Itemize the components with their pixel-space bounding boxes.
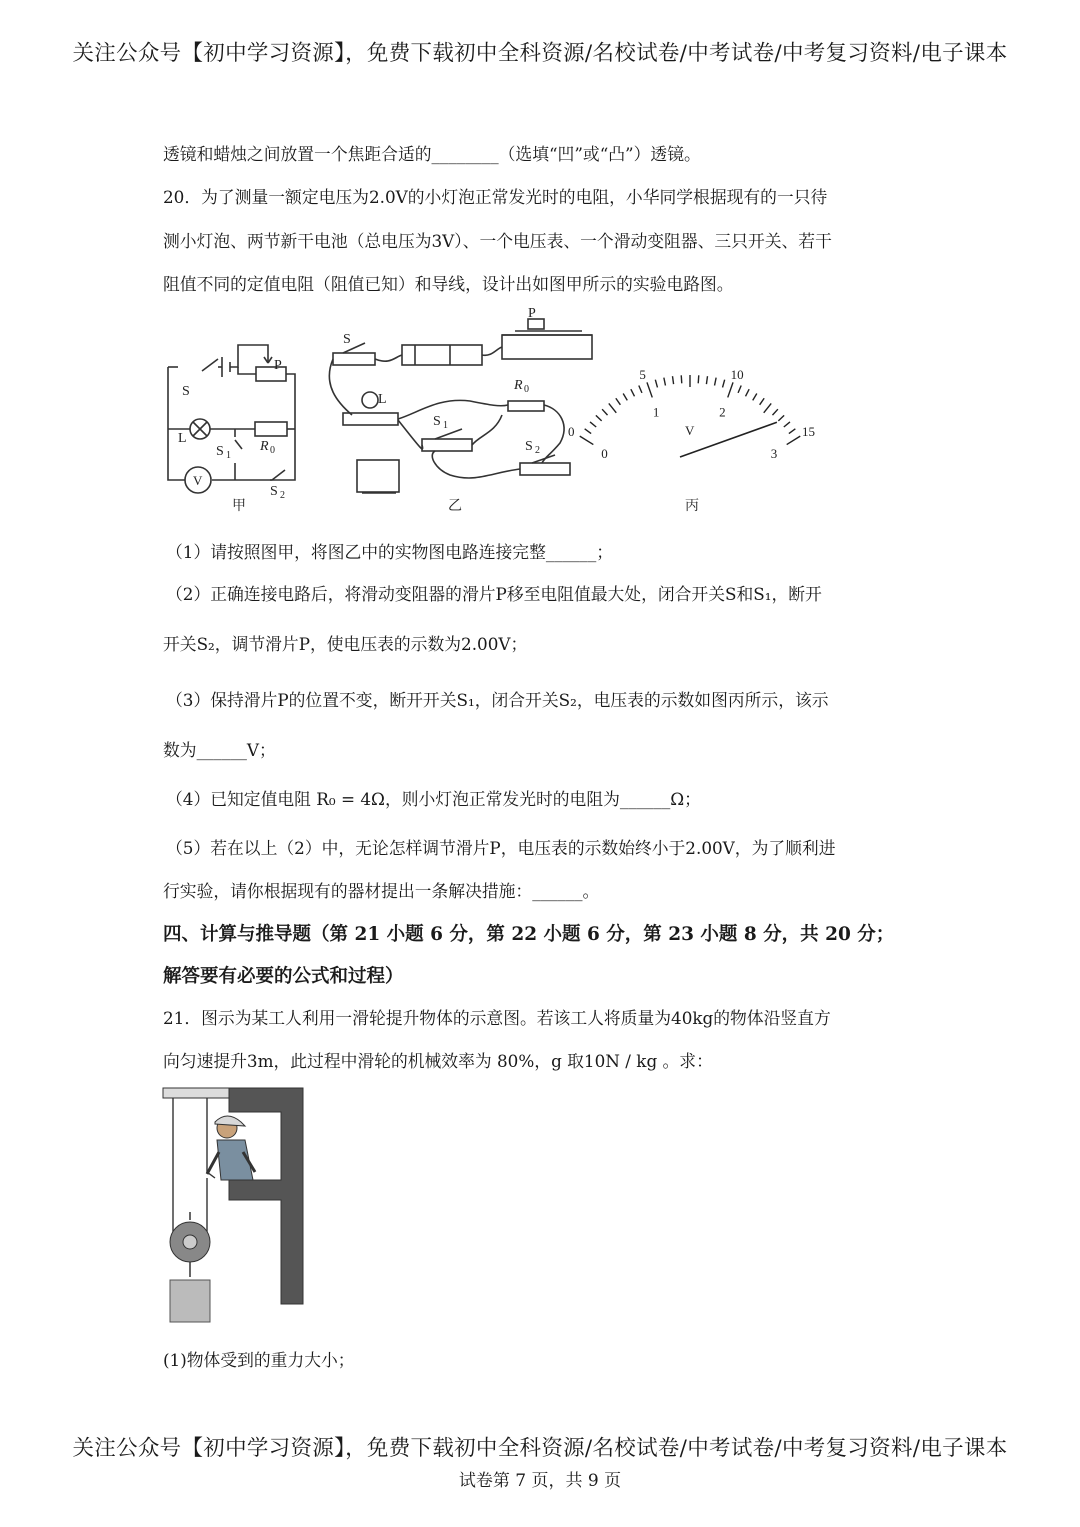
- meter-tick: [681, 375, 682, 383]
- label-yi-l: L: [378, 392, 387, 407]
- label-r0: R: [260, 439, 269, 454]
- meter-tick: [760, 398, 765, 405]
- question-20-line: 20．为了测量一额定电压为2.0V的小灯泡正常发光时的电阻，小华同学根据现有的一只待: [163, 187, 828, 207]
- meter-label-top: 10: [730, 366, 744, 382]
- label-s2: S: [270, 484, 278, 499]
- circuit-figure: [150, 305, 830, 520]
- text-line: 测小灯泡、两节新干电池（总电压为3V）、一个电压表、一个滑动变阻器、三只开关、若干: [163, 231, 832, 251]
- weight-block: [170, 1280, 210, 1322]
- meter-tick: [590, 422, 596, 427]
- meter-tick: [602, 409, 607, 415]
- meter-tick: [673, 376, 674, 384]
- bottom-banner: 关注公众号【初中学习资源】，免费下载初中全科资源/名校试卷/中考试卷/中考复习资料/电子课本: [72, 1436, 1008, 1461]
- label-s1: S: [216, 444, 224, 459]
- meter-tick: [698, 375, 699, 383]
- meter-tick: [728, 382, 733, 397]
- text-line: 向匀速提升3m，此过程中滑轮的机械效率为 80%，g 取10N / kg 。求：: [163, 1051, 713, 1071]
- meter-tick: [706, 376, 707, 384]
- label-r0-sub: 0: [270, 445, 275, 456]
- label-s1-sub: 1: [226, 450, 231, 461]
- meter-tick: [585, 429, 591, 434]
- label-yi-p: P: [528, 306, 536, 321]
- meter-label-top: 15: [802, 423, 816, 439]
- meter-tick: [778, 415, 784, 421]
- label-s: S: [182, 384, 190, 399]
- label-yi-s: S: [343, 332, 351, 347]
- pulley-figure: [155, 1082, 315, 1328]
- meter-tick: [787, 436, 801, 444]
- meter-tick: [723, 380, 725, 388]
- meter-tick: [631, 389, 635, 396]
- meter-label-bottom: 1: [652, 404, 660, 420]
- text-line: 数为______V；: [163, 740, 276, 760]
- meter-tick: [596, 415, 602, 421]
- meter-tick: [784, 422, 790, 427]
- label-yi-s1: S: [433, 414, 441, 429]
- meter-tick: [715, 378, 717, 386]
- caption-yi: 乙: [448, 499, 462, 514]
- question-20-1: （1）请按照图甲，将图乙中的实物图电路连接完整______；: [166, 542, 613, 562]
- label-l: L: [178, 431, 187, 446]
- meter-label-top: 0: [567, 423, 575, 439]
- label-v: V: [193, 473, 203, 488]
- meter-tick: [738, 386, 741, 393]
- question-20-3: （3）保持滑片P的位置不变，断开开关S₁，闭合开关S₂，电压表的示数如图丙所示，该示: [166, 690, 829, 710]
- label-yi-r0: R: [514, 378, 523, 393]
- label-yi-r0-sub: 0: [524, 384, 529, 395]
- meter-tick: [789, 429, 795, 434]
- caption-bing: 丙: [685, 499, 699, 514]
- meter-needle: [680, 422, 777, 457]
- section-heading: 四、计算与推导题（第 21 小题 6 分，第 22 小题 6 分，第 23 小题 8 分，共 20 分；: [163, 924, 895, 945]
- meter-tick: [580, 436, 594, 444]
- label-yi-s2: S: [525, 439, 533, 454]
- top-banner: 关注公众号【初中学习资源】，免费下载初中全科资源/名校试卷/中考试卷/中考复习资料/电子课本: [72, 41, 1008, 66]
- meter-label-bottom: 3: [770, 446, 778, 462]
- meter-tick: [664, 378, 666, 386]
- meter-label-bottom: 2: [719, 404, 726, 420]
- label-yi-s1-sub: 1: [443, 420, 448, 431]
- question-20-5: （5）若在以上（2）中，无论怎样调节滑片P，电压表的示数始终小于2.00V，为了顺利进: [166, 838, 836, 858]
- meter-tick: [647, 382, 652, 397]
- meter-label-bottom: 0: [601, 446, 608, 462]
- meter-tick: [655, 380, 657, 388]
- meter-tick: [639, 386, 642, 393]
- label-p: P: [274, 358, 282, 373]
- label-yi-s2-sub: 2: [535, 445, 540, 456]
- caption-jia: 甲: [232, 499, 246, 514]
- section-heading: 解答要有必要的公式和过程）: [163, 966, 404, 987]
- meter-tick: [753, 393, 757, 400]
- text-line: 行实验，请你根据现有的器材提出一条解决措施：______。: [163, 881, 600, 901]
- question-21-line: 21．图示为某工人利用一滑轮提升物体的示意图。若该工人将质量为40kg的物体沿竖直方: [163, 1008, 831, 1028]
- meter-tick: [623, 393, 627, 400]
- meter-tick: [772, 409, 777, 415]
- meter-tick: [616, 398, 621, 405]
- meter-tick: [609, 403, 616, 412]
- meter-tick: [746, 389, 750, 396]
- text-line: 透镜和蜡烛之间放置一个焦距合适的________（选填“凹”或“凸”）透镜。: [163, 144, 701, 164]
- worker-figure: [207, 1116, 255, 1180]
- question-20-2: （2）正确连接电路后，将滑动变阻器的滑片P移至电阻值最大处，闭合开关S和S₁，断开: [166, 584, 822, 604]
- meter-unit: V: [685, 423, 695, 438]
- text-line: 开关S₂，调节滑片P，使电压表的示数为2.00V；: [163, 634, 528, 654]
- question-21-1: (1)物体受到的重力大小；: [163, 1350, 355, 1370]
- question-20-4: （4）已知定值电阻 R₀ = 4Ω，则小灯泡正常发光时的电阻为______Ω；: [166, 789, 701, 809]
- meter-tick: [764, 403, 771, 412]
- text-line: 阻值不同的定值电阻（阻值已知）和导线，设计出如图甲所示的实验电路图。: [163, 274, 734, 294]
- page-number: 试卷第 7 页，共 9 页: [458, 1471, 622, 1491]
- label-s2-sub: 2: [280, 490, 285, 501]
- voltmeter-scale: [568, 367, 815, 461]
- meter-label-top: 5: [639, 366, 646, 382]
